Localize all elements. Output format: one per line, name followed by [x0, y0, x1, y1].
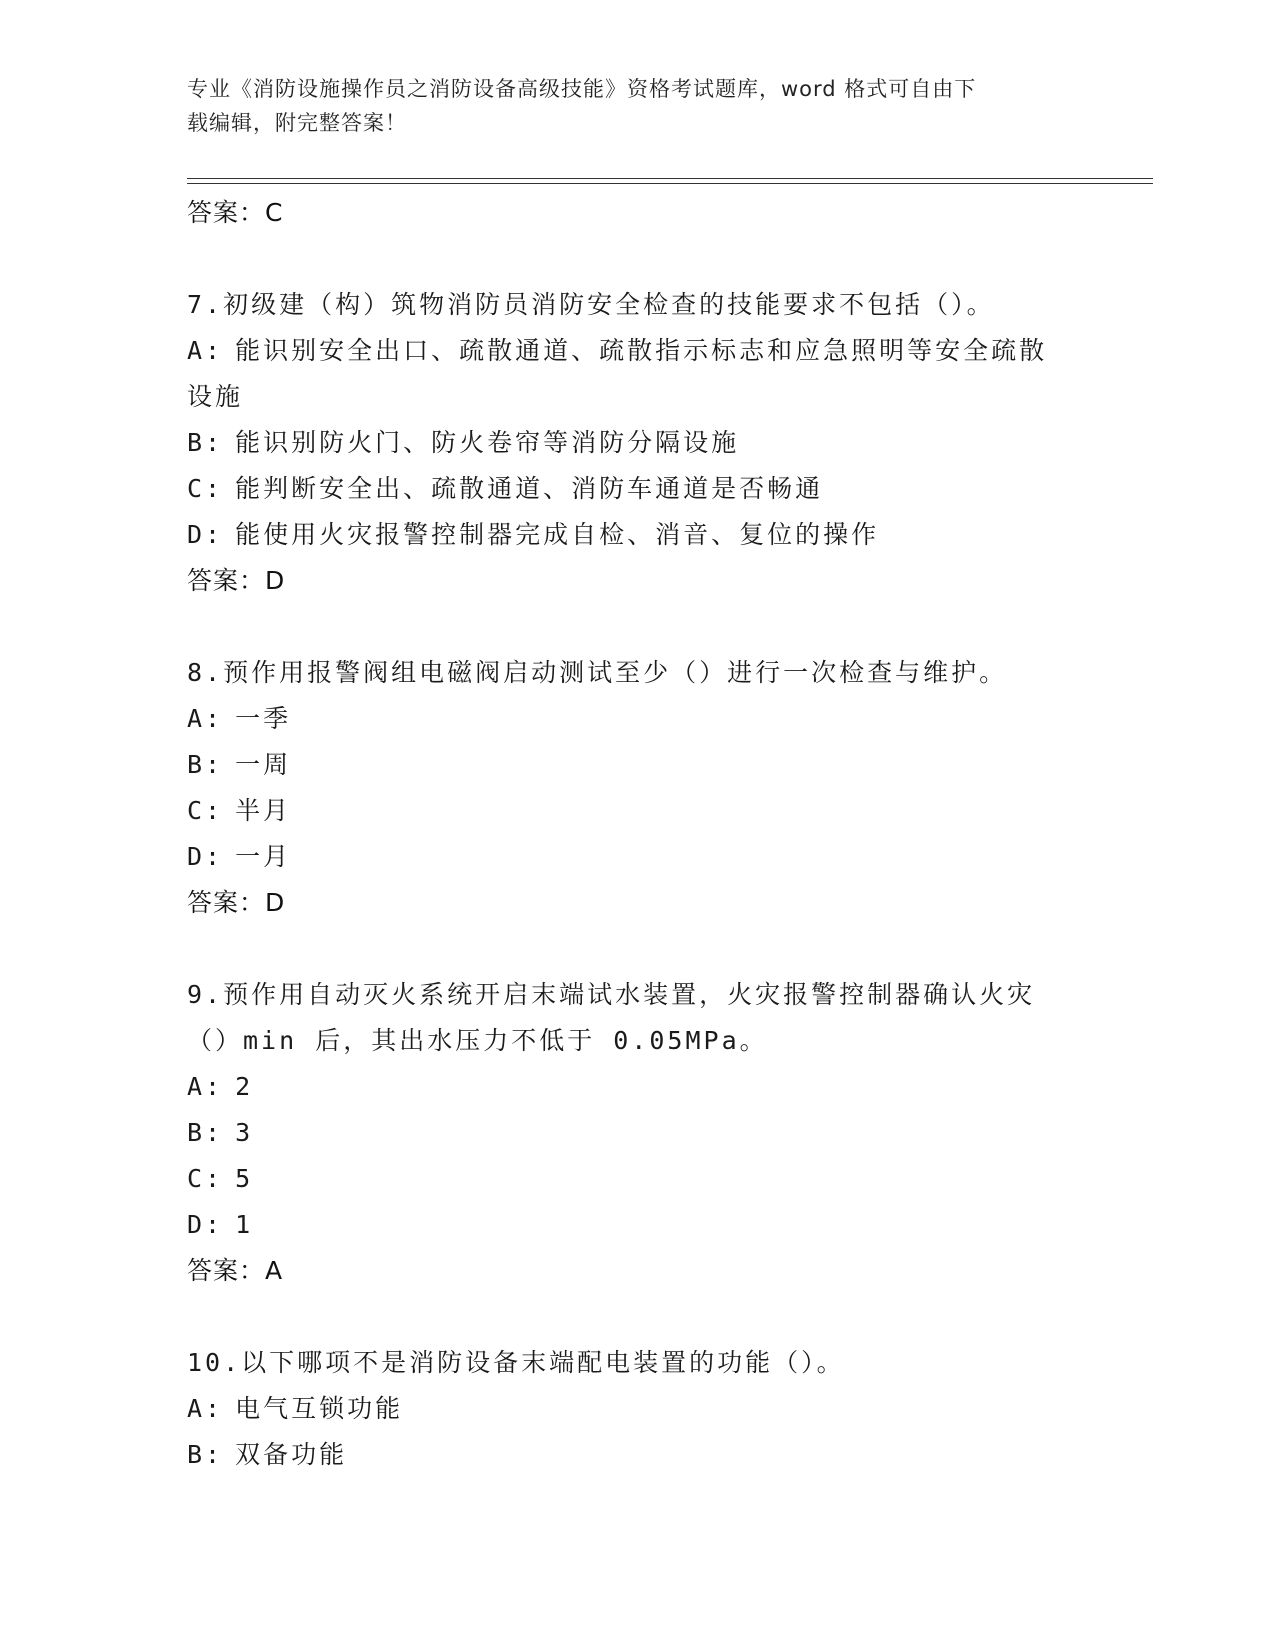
question-text: （）min 后，其出水压力不低于 0.05MPa。: [187, 1026, 768, 1055]
option-line: [187, 834, 1087, 880]
option-text: 能判断安全出、疏散通道、消防车通道是否畅通: [235, 474, 824, 503]
answer-line: 答案：C: [187, 198, 284, 227]
spacer: [187, 1294, 1087, 1340]
question-text: 9.预作用自动灭火系统开启末端试水装置，火灾报警控制器确认火灾: [187, 980, 1036, 1009]
option-line: [187, 1110, 1087, 1156]
spacer: [187, 926, 1087, 972]
option-line: [187, 374, 1087, 420]
option-text: 能使用火灾报警控制器完成自检、消音、复位的操作: [235, 520, 880, 549]
spacer: [187, 236, 1087, 282]
question-text: 7.初级建（构）筑物消防员消防安全检查的技能要求不包括（）。: [187, 290, 995, 319]
option-text: 能识别安全出口、疏散通道、疏散指示标志和应急照明等安全疏散: [235, 336, 1048, 365]
question-block: [187, 282, 1087, 604]
option-text: 一季: [235, 704, 292, 733]
option-label: A:: [187, 336, 224, 365]
question-block: [187, 972, 1087, 1294]
option-text: 半月: [235, 796, 292, 825]
option-text: 电气互锁功能: [235, 1394, 404, 1423]
option-text: 一周: [235, 750, 292, 779]
option-label: B:: [187, 750, 224, 779]
header-line-2: 载编辑，附完整答案！: [187, 111, 407, 135]
option-text: 1: [235, 1210, 254, 1239]
option-line: [187, 1202, 1087, 1248]
option-text: 一月: [235, 842, 292, 871]
option-label: C:: [187, 474, 224, 503]
option-text: 3: [235, 1118, 254, 1147]
option-label: A:: [187, 1394, 224, 1423]
option-text: 双备功能: [235, 1440, 348, 1469]
header-line-1: 专业《消防设施操作员之消防设备高级技能》资格考试题库，word 格式可自由下: [187, 77, 977, 101]
answer-line: 答案：D: [187, 888, 286, 917]
option-text: 能识别防火门、防火卷帘等消防分隔设施: [235, 428, 740, 457]
option-line: [187, 466, 1087, 512]
option-label: B:: [187, 1440, 224, 1469]
option-label: D:: [187, 520, 224, 549]
header-rule-top: [187, 178, 1153, 179]
option-label: B:: [187, 428, 224, 457]
option-text: 2: [235, 1072, 254, 1101]
option-label: D:: [187, 1210, 224, 1239]
option-label: C:: [187, 796, 224, 825]
option-line: [187, 742, 1087, 788]
document-header: [187, 72, 1087, 140]
option-line: [187, 512, 1087, 558]
option-line: [187, 1432, 1087, 1478]
option-line: [187, 328, 1087, 374]
option-label: D:: [187, 842, 224, 871]
answer-line: 答案：A: [187, 1256, 284, 1285]
question-text: 8.预作用报警阀组电磁阀启动测试至少（）进行一次检查与维护。: [187, 658, 1008, 687]
option-label: C:: [187, 1164, 224, 1193]
option-line: [187, 1064, 1087, 1110]
option-line: [187, 696, 1087, 742]
question-text: 10.以下哪项不是消防设备末端配电装置的功能（）。: [187, 1348, 845, 1377]
option-label: A:: [187, 1072, 224, 1101]
option-line: [187, 1156, 1087, 1202]
spacer: [187, 604, 1087, 650]
option-line: [187, 788, 1087, 834]
question-list: [187, 190, 1087, 1478]
option-line: [187, 1386, 1087, 1432]
question-block: [187, 1340, 1087, 1478]
option-text-continued: 设施: [187, 382, 244, 411]
option-label: B:: [187, 1118, 224, 1147]
answer-line: 答案：D: [187, 566, 286, 595]
header-rule-bottom: [187, 183, 1153, 184]
option-line: [187, 420, 1087, 466]
question-block: [187, 650, 1087, 926]
option-label: A:: [187, 704, 224, 733]
option-text: 5: [235, 1164, 254, 1193]
